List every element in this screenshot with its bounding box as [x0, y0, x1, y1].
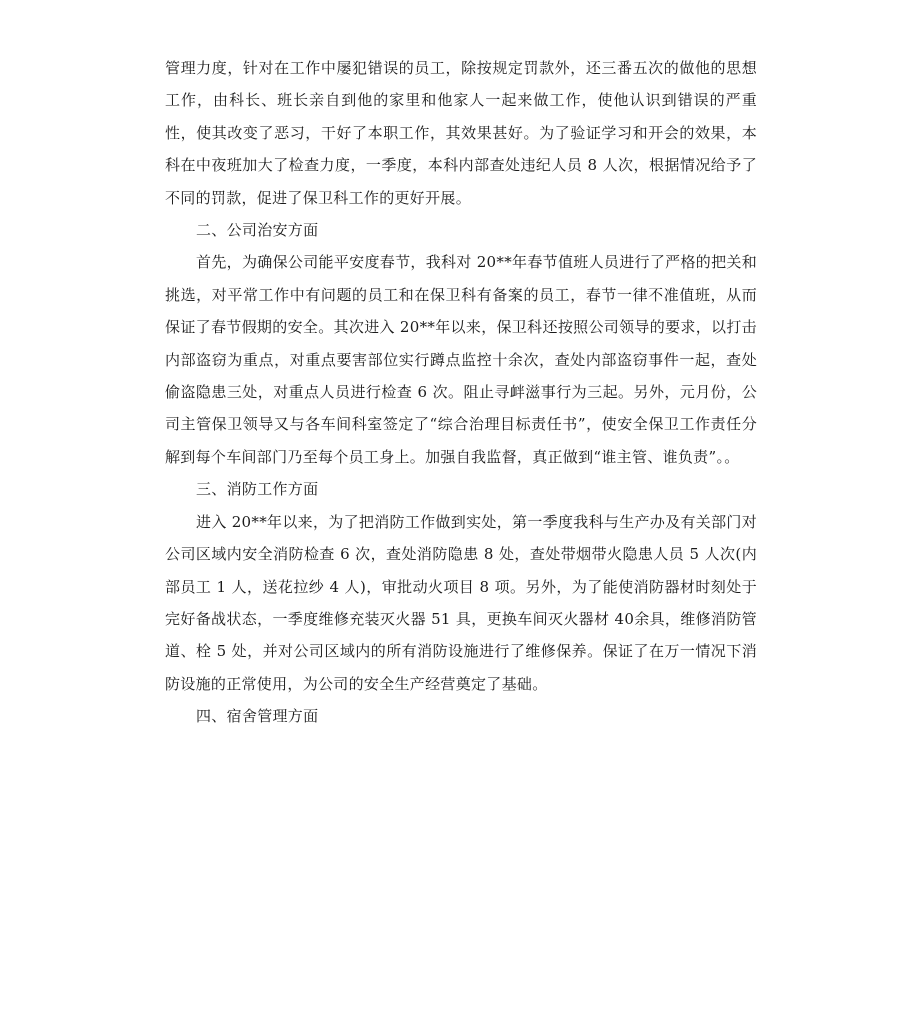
paragraph-discipline-management: 管理力度，针对在工作中屡犯错误的员工，除按规定罚款外，还三番五次的做他的思想工作，由科长、班长亲自到他的家里和他家人一起来做工作，使他认识到错误的严重性，使其改变了恶习，干好了本职工作，其效果甚好。为了验证学习和开会的效果，本科在中夜班加大了检查力度，一季度，本科内部查处违纪人员 8 人次，根据情况给予了不同的罚款，促进了保卫科工作的更好开展。 [165, 59, 757, 207]
section-heading-public-security: 二、公司治安方面 [196, 221, 319, 240]
section-heading-fire-safety: 三、消防工作方面 [196, 480, 319, 499]
document-body [165, 52, 757, 733]
section-heading-dormitory-management: 四、宿舍管理方面 [196, 707, 319, 726]
paragraph-public-security: 首先，为确保公司能平安度春节，我科对 20**年春节值班人员进行了严格的把关和挑选，对平常工作中有问题的员工和在保卫科有备案的员工，春节一律不准值班，从而保证了春节假期的安全。其次进入 20**年以来，保卫科还按照公司领导的要求，以打击内部盗窃为重点，对重点要害部位实行蹲点监控十余次，查处内部盗窃事件一起，查处偷盗隐患三处，对重点人员进行检查 6 次。阻止寻衅滋事行为三起。另外，元月份，公司主管保卫领导又与各车间科室签定了“综合治理目标责任书”，使安全保卫工作责任分解到每个车间部门乃至每个员工身上。加强自我监督，真正做到“谁主管、谁负责”。。 [165, 253, 757, 466]
paragraph-fire-safety: 进入 20**年以来，为了把消防工作做到实处，第一季度我科与生产办及有关部门对公司区域内安全消防检查 6 次，查处消防隐患 8 处，查处带烟带火隐患人员 5 人次(内部员工 1 人，送花拉纱 4 人)，审批动火项目 8 项。另外，为了能使消防器材时刻处于完好备战状态，一季度维修充装灭火器 51 具，更换车间灭火器材 40余具，维修消防管道、栓 5 处，并对公司区域内的所有消防设施进行了维修保养。保证了在万一情况下消防设施的正常使用，为公司的安全生产经营奠定了基础。 [165, 512, 757, 693]
